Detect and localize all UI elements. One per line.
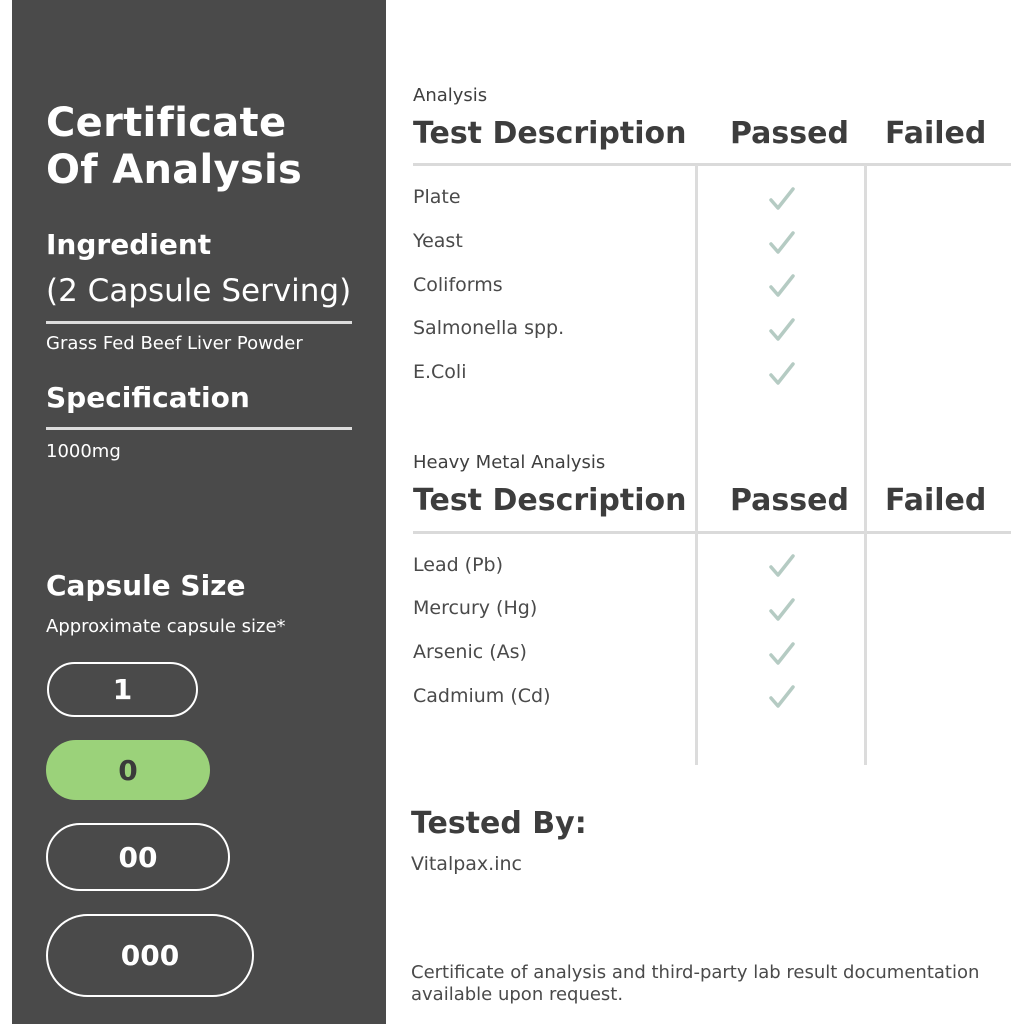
specification-divider: [46, 427, 352, 430]
heavy-metal-row-label: Cadmium (Cd): [413, 685, 551, 707]
specification-heading: Specification: [46, 381, 250, 414]
check-icon: [768, 683, 796, 711]
analysis-row-label: Plate: [413, 186, 461, 208]
check-icon: [768, 596, 796, 624]
analysis-section-label: Analysis: [413, 85, 488, 106]
check-icon: [768, 552, 796, 580]
tested-by-value: Vitalpax.inc: [411, 853, 522, 875]
analysis-col-test-description: Test Description: [413, 116, 687, 151]
capsule-size-000[interactable]: 000: [46, 914, 254, 997]
failed-column-divider: [864, 165, 867, 765]
analysis-col-passed: Passed: [730, 116, 849, 151]
check-icon: [768, 640, 796, 668]
heavy-metal-section-label: Heavy Metal Analysis: [413, 452, 606, 473]
heavy-metal-col-failed: Failed: [885, 483, 987, 518]
check-icon: [768, 185, 796, 213]
specification-value: 1000mg: [46, 441, 121, 462]
heavy-metal-col-test-description: Test Description: [413, 483, 687, 518]
analysis-header-divider: [413, 163, 1011, 166]
capsule-size-00[interactable]: 00: [46, 823, 230, 891]
capsule-size-heading: Capsule Size: [46, 569, 246, 602]
ingredient-heading: Ingredient: [46, 228, 212, 261]
capsule-size-0-selected[interactable]: 0: [46, 740, 210, 800]
page-title: [46, 100, 302, 194]
heavy-metal-row-label: Lead (Pb): [413, 554, 504, 576]
footnote: Certificate of analysis and third-party lab result documentation available upon request.: [411, 962, 980, 1005]
sidebar-panel: [12, 0, 386, 1024]
analysis-row-label: Salmonella spp.: [413, 317, 565, 339]
capsule-size-1[interactable]: 1: [47, 662, 198, 717]
title-line-1: Certificate: [46, 100, 287, 146]
title-line-2: Of Analysis: [46, 147, 303, 193]
ingredient-divider: [46, 321, 352, 324]
passed-column-divider: [695, 165, 698, 765]
analysis-panel: [386, 0, 1024, 1024]
heavy-metal-row-label: Mercury (Hg): [413, 597, 538, 619]
heavy-metal-header-divider: [413, 531, 1011, 534]
check-icon: [768, 360, 796, 388]
ingredient-value: Grass Fed Beef Liver Powder: [46, 333, 303, 354]
analysis-row-label: Yeast: [413, 230, 463, 252]
heavy-metal-row-label: Arsenic (As): [413, 641, 527, 663]
analysis-row-label: E.Coli: [413, 361, 467, 383]
check-icon: [768, 229, 796, 257]
ingredient-subheading: (2 Capsule Serving): [46, 273, 352, 309]
check-icon: [768, 272, 796, 300]
check-icon: [768, 316, 796, 344]
heavy-metal-col-passed: Passed: [730, 483, 849, 518]
analysis-row-label: Coliforms: [413, 274, 503, 296]
capsule-size-note: Approximate capsule size*: [46, 616, 286, 637]
tested-by-heading: Tested By:: [411, 806, 587, 841]
analysis-col-failed: Failed: [885, 116, 987, 151]
